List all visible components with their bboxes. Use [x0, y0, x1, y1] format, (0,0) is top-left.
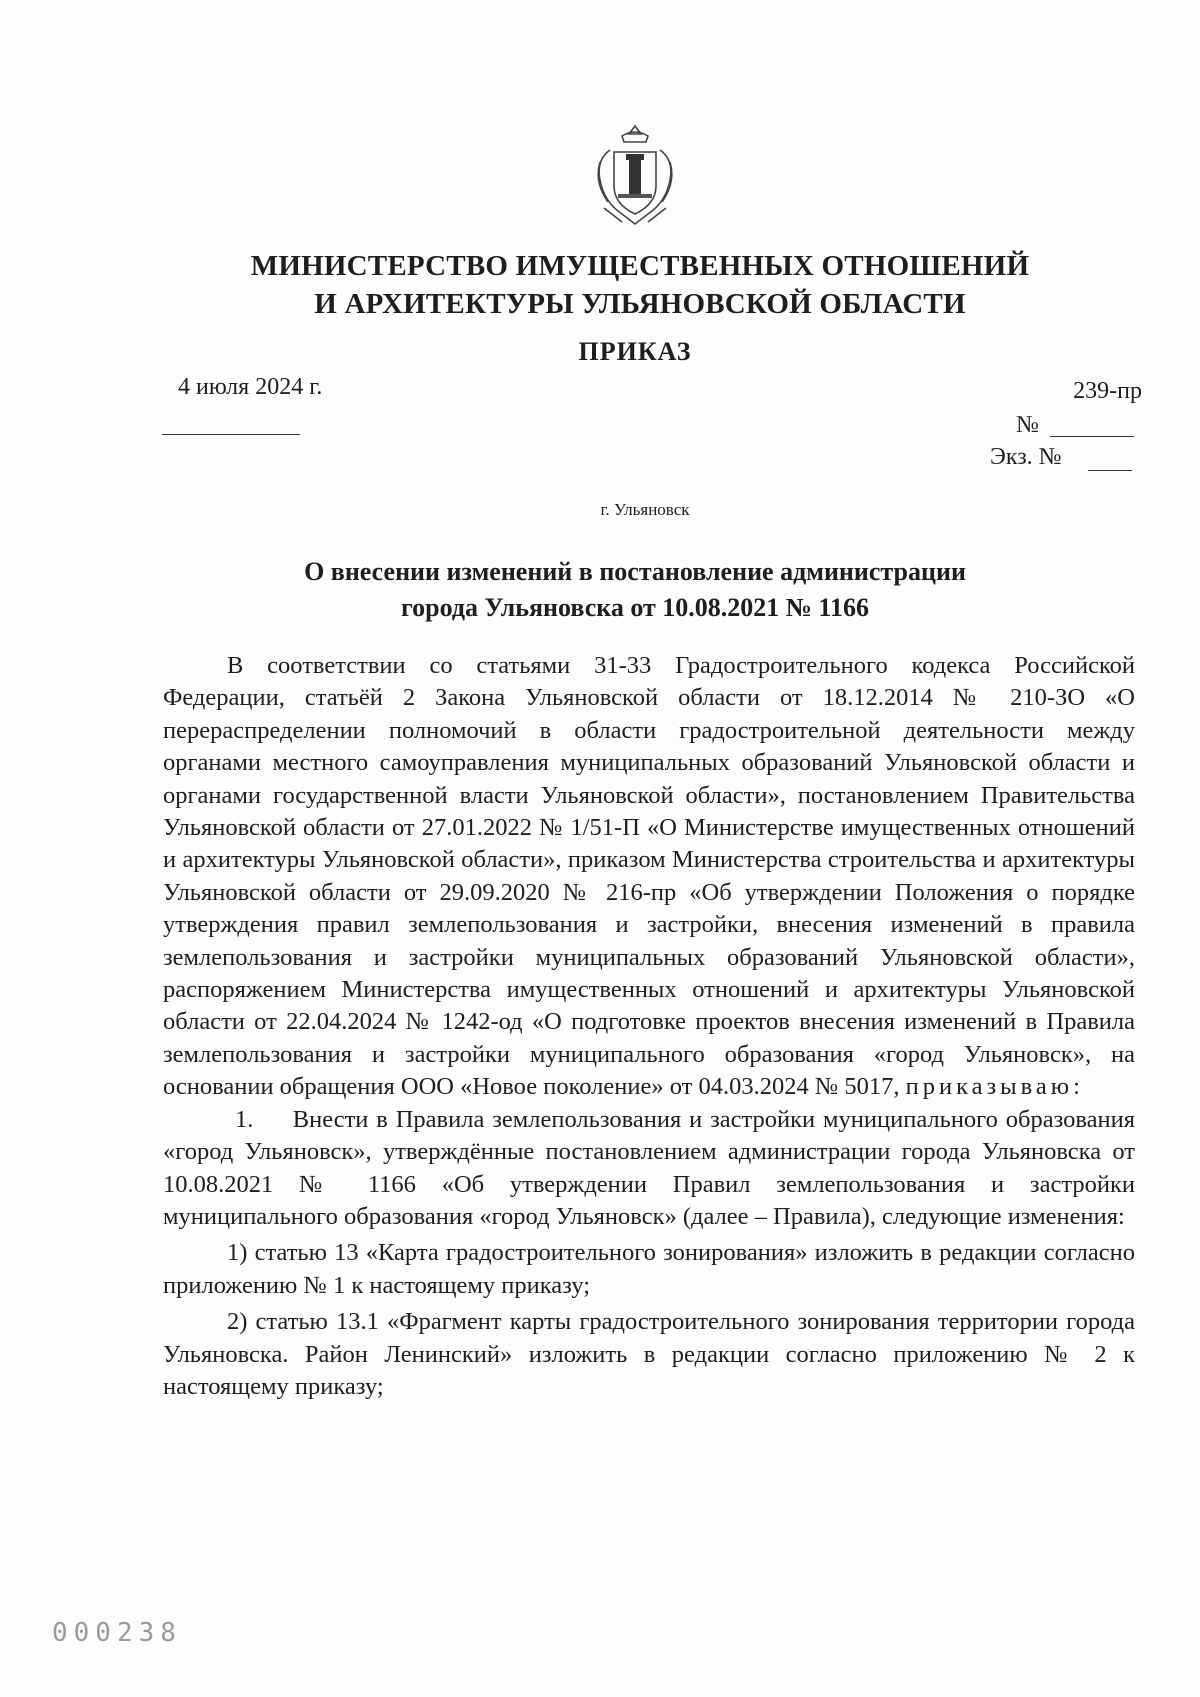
item-1-paragraph: 1. Внести в Правила землепользования и застройки муниципального образования «город Ульяновск», утверждённые постановлением администрации города Ульяновска от 10.08.2021 № 1166 «Об утверждении Правил землепользования и застройки муниципального образования «город Ульяновск» (далее – Правила), следующие изменения:: [163, 1105, 1142, 1230]
ministry-line-2: И АРХИТЕКТУРЫ УЛЬЯНОВСКОЙ ОБЛАСТИ: [314, 288, 966, 320]
subject-line-2: города Ульяновска от 10.08.2021 № 1166: [400, 593, 869, 622]
ministry-name: [200, 247, 1080, 323]
number-underline: [1050, 436, 1134, 437]
order-date: 4 июля 2024 г.: [178, 374, 323, 400]
page-number-stamp: 000238: [52, 1618, 182, 1648]
preamble-paragraph: [163, 650, 1135, 1104]
coat-of-arms-icon: [590, 122, 680, 230]
city: г. Ульяновск: [600, 500, 690, 519]
document-body: [163, 650, 1142, 1403]
date-underline: [162, 434, 300, 435]
copy-label: Экз. №: [990, 444, 1062, 470]
ministry-line-1: МИНИСТЕРСТВО ИМУЩЕСТВЕННЫХ ОТНОШЕНИЙ: [250, 250, 1030, 282]
subitem-2-paragraph: 2) статью 13.1 «Фрагмент карты градостроительного зонирования территории города Ульяновска. Район Ленинский» изложить в редакции согласно приложению № 2 к настоящему приказу;: [163, 1308, 1135, 1400]
subject-line-1: О внесении изменений в постановление администрации: [304, 557, 966, 586]
preamble-text: В соответствии со статьями 31-33 Градостроительного кодекса Российской Федерации, статьёй 2 Закона Ульяновской области от 18.12.2014 № 210-ЗО «О перераспределении полномочий в области градостроительной деятельности между органами местного самоуправления муниципальных образований Ульяновской области и органами государственной власти Ульяновской области», постановлением Правительства Ульяновской области от 27.01.2022 № 1/51-П «О Министерстве имущественных отношений и архитектуры Ульяновской области», приказом Министерства строительства и архитектуры Ульяновской области от 29.09.2020 № 216-пр «Об утверждении Положения о порядке утверждения правил землепользования и застройки, внесения изменений в правила землепользования и застройки муниципальных образований Ульяновской области», распоряжением Министерства имущественных отношений и архитектуры Ульяновской области от 22.04.2024 № 1242-од «О подготовке проектов внесения изменений в Правила землепользования и застройки муниципального образования «город Ульяновск», на основании обращения ООО «Новое поколение» от 04.03.2024 № 5017,: [163, 652, 1135, 1101]
number-label: №: [1016, 412, 1039, 438]
copy-underline: [1088, 470, 1132, 471]
order-word: приказываю:: [905, 1073, 1084, 1101]
order-title: ПРИКАЗ: [578, 337, 692, 366]
order-number: 239-пр: [1073, 378, 1142, 404]
order-subject: [190, 554, 1080, 626]
subitem-1-paragraph: 1) статью 13 «Карта градостроительного зонирования» изложить в редакции согласно приложению № 1 к настоящему приказу;: [163, 1239, 1135, 1299]
